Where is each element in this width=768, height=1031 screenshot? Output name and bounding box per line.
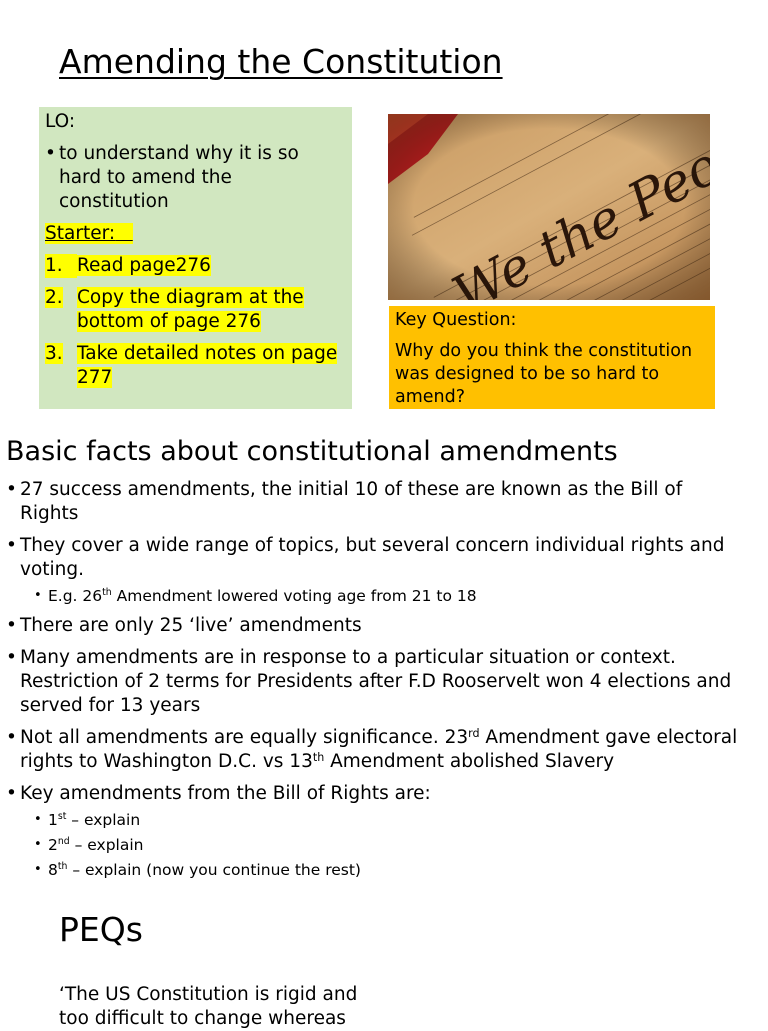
peq-question-text: ‘The US Constitution is rigid and too difficult to change whereas xyxy=(59,984,358,1029)
step-number: 2. xyxy=(45,287,63,308)
starter-label: Starter: xyxy=(45,222,346,246)
list-item: • Many amendments are in response to a particular situation or context. Restriction of 2 terms for Presidents after F.D Rooservelt won 4 elections and served for 13 years xyxy=(6,647,732,716)
starter-step xyxy=(45,286,346,334)
page-title: Amending the Constitution xyxy=(59,42,503,81)
bullet-icon: • xyxy=(6,783,17,804)
starter-step xyxy=(45,254,346,278)
starter-step xyxy=(45,342,346,390)
key-question-label: Key Question: xyxy=(395,310,517,330)
list-item: • They cover a wide range of topics, but several concern individual rights and voting. xyxy=(6,535,725,580)
list-item: • There are only 25 ‘live’ amendments xyxy=(6,615,362,636)
step-text: Read page276 xyxy=(77,255,211,276)
step-number: 1. xyxy=(45,254,77,278)
bullet-icon: • xyxy=(34,812,42,827)
peqs-heading: PEQs xyxy=(59,910,143,949)
sub-list-item: • E.g. 26th Amendment lowered voting age from 21 to 18 xyxy=(34,587,477,605)
bullet-icon: • xyxy=(34,862,42,877)
list-item: • Not all amendments are equally significance. 23rd Amendment gave electoral rights to Washington D.C. vs 13th Amendment abolished Slavery xyxy=(6,727,738,772)
step-text: Take detailed notes on page 277 xyxy=(77,343,338,388)
step-number: 3. xyxy=(45,343,63,364)
constitution-document-icon xyxy=(388,114,710,300)
list-item: • 27 success amendments, the initial 10 of these are known as the Bill of Rights xyxy=(6,479,683,524)
constitution-image xyxy=(388,114,710,300)
bullet-icon: • xyxy=(34,837,42,852)
lo-bullet-text: to understand why it is so hard to amend the constitution xyxy=(59,143,299,212)
list-item: • Key amendments from the Bill of Rights are: xyxy=(6,783,431,804)
lo-bullet xyxy=(45,142,346,214)
bullet-icon: • xyxy=(6,647,17,668)
bullet-icon: • xyxy=(45,143,56,164)
bullet-icon: • xyxy=(6,479,17,500)
key-question-text: Why do you think the constitution was designed to be so hard to amend? xyxy=(395,341,693,407)
sub-list-item: • 1st – explain xyxy=(34,811,141,829)
step-text: Copy the diagram at the bottom of page 276 xyxy=(77,287,304,332)
facts-heading: Basic facts about constitutional amendments xyxy=(6,436,618,467)
learning-objective-box xyxy=(39,107,352,409)
sub-list-item: • 2nd – explain xyxy=(34,836,144,854)
lo-label: LO: xyxy=(45,111,76,132)
sub-list-item: • 8th – explain (now you continue the rest) xyxy=(34,861,361,879)
bullet-icon: • xyxy=(6,615,17,636)
facts-list xyxy=(6,478,746,885)
bullet-icon: • xyxy=(6,727,17,748)
bullet-icon: • xyxy=(6,535,17,556)
key-question-box xyxy=(389,306,715,409)
bullet-icon: • xyxy=(34,588,42,603)
